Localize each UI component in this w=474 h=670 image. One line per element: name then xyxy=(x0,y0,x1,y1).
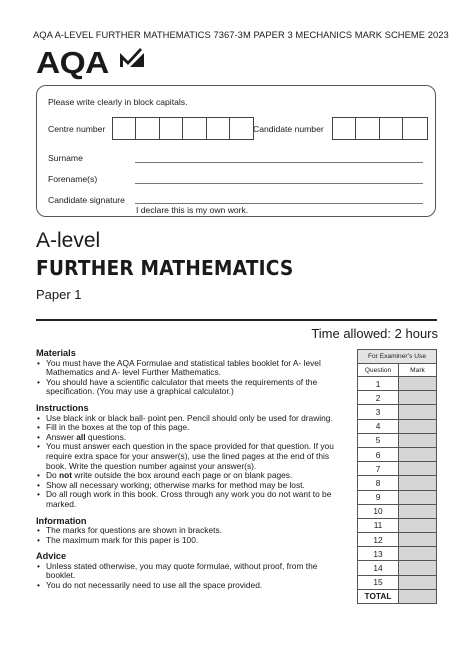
item-text: Answer xyxy=(46,431,77,442)
mark-cell[interactable] xyxy=(399,433,437,447)
table-row xyxy=(358,575,437,589)
information-list xyxy=(36,526,342,545)
advice-heading: Advice xyxy=(36,551,67,562)
subject-title: FURTHER MATHEMATICS xyxy=(36,256,294,280)
table-row xyxy=(358,547,437,561)
question-number-cell: 6 xyxy=(358,447,399,461)
mark-cell[interactable] xyxy=(399,575,437,589)
centre-number-label: Centre number xyxy=(48,124,106,134)
table-row xyxy=(358,476,437,490)
item-text: Do xyxy=(46,470,60,481)
table-row xyxy=(358,377,437,391)
list-item: • The marks for questions are shown in brackets. xyxy=(36,526,342,536)
mark-cell[interactable] xyxy=(399,447,437,461)
candidate-signature-label: Candidate signature xyxy=(48,195,125,205)
total-label: TOTAL xyxy=(358,589,399,603)
list-item: • Do all rough work in this book. Cross through any work you do not want to be marked. xyxy=(36,490,342,509)
emphasis-text: not xyxy=(59,470,73,481)
question-number-cell: 1 xyxy=(358,377,399,391)
item-text: questions. xyxy=(85,431,127,442)
candidate-digit-box[interactable] xyxy=(403,118,426,139)
centre-number-boxes[interactable] xyxy=(112,117,254,140)
mark-cell[interactable] xyxy=(399,377,437,391)
mark-cell[interactable] xyxy=(399,547,437,561)
table-row xyxy=(358,419,437,433)
centre-digit-box[interactable] xyxy=(136,118,159,139)
table-row xyxy=(358,391,437,405)
instructions-panel xyxy=(36,349,342,591)
table-row xyxy=(358,561,437,575)
examiners-table-body xyxy=(358,377,437,604)
materials-heading: Materials xyxy=(36,348,76,358)
item-text: write outside the box around each page or on blank pages. xyxy=(72,470,293,481)
candidate-number-boxes[interactable] xyxy=(332,117,428,140)
advice-list xyxy=(36,562,342,591)
candidate-digit-box[interactable] xyxy=(380,118,403,139)
mark-cell[interactable] xyxy=(399,504,437,518)
information-heading: Information xyxy=(36,515,87,526)
question-column-header: Question xyxy=(358,364,399,377)
level-title: A-level xyxy=(36,229,101,252)
forenames-label: Forename(s) xyxy=(48,174,98,184)
question-number-cell: 8 xyxy=(358,476,399,490)
time-allowed: Time allowed: 2 hours xyxy=(311,326,438,341)
title-divider xyxy=(36,319,437,321)
mark-cell[interactable] xyxy=(399,419,437,433)
candidate-details-box xyxy=(36,85,436,217)
centre-digit-box[interactable] xyxy=(160,118,183,139)
total-row xyxy=(358,589,437,603)
block-capitals-prompt: Please write clearly in block capitals. xyxy=(48,97,188,107)
question-number-cell: 5 xyxy=(358,433,399,447)
materials-list xyxy=(36,359,342,397)
table-row xyxy=(358,533,437,547)
question-number-cell: 15 xyxy=(358,575,399,589)
total-mark-cell[interactable] xyxy=(399,589,437,603)
signature-field[interactable] xyxy=(135,203,423,204)
question-number-cell: 10 xyxy=(358,504,399,518)
centre-digit-box[interactable] xyxy=(207,118,230,139)
mark-cell[interactable] xyxy=(399,518,437,532)
examiners-use-title: For Examiner’s Use xyxy=(358,350,437,364)
centre-digit-box[interactable] xyxy=(230,118,253,139)
table-row xyxy=(358,490,437,504)
table-row xyxy=(358,447,437,461)
question-number-cell: 13 xyxy=(358,547,399,561)
candidate-digit-box[interactable] xyxy=(333,118,356,139)
surname-field[interactable] xyxy=(135,162,423,163)
question-number-cell: 12 xyxy=(358,533,399,547)
examiners-use-table xyxy=(357,349,437,604)
question-number-cell: 2 xyxy=(358,391,399,405)
aqa-logo-mark-icon xyxy=(118,47,146,69)
mark-cell[interactable] xyxy=(399,490,437,504)
question-number-cell: 9 xyxy=(358,490,399,504)
document-header: AQA A-LEVEL FURTHER MATHEMATICS 7367-3M PAPER 3 MECHANICS MARK SCHEME 2023 xyxy=(33,29,449,40)
aqa-logo xyxy=(36,46,146,84)
table-row xyxy=(358,433,437,447)
candidate-digit-box[interactable] xyxy=(356,118,379,139)
list-item: • You must have the AQA Formulae and statistical tables booklet for A- level Mathematics and A- level Further Mathematics. xyxy=(36,359,342,378)
instructions-heading: Instructions xyxy=(36,402,89,413)
mark-column-header: Mark xyxy=(399,364,437,377)
question-number-cell: 14 xyxy=(358,561,399,575)
question-number-cell: 3 xyxy=(358,405,399,419)
declaration-text: I declare this is my own work. xyxy=(136,205,249,215)
instructions-list xyxy=(36,414,342,510)
list-item: • The maximum mark for this paper is 100. xyxy=(36,536,342,546)
mark-cell[interactable] xyxy=(399,533,437,547)
aqa-logo-text: AQA xyxy=(36,45,109,80)
centre-digit-box[interactable] xyxy=(113,118,136,139)
paper-title: Paper 1 xyxy=(36,287,82,302)
list-item: • Fill in the boxes at the top of this page. xyxy=(36,423,342,433)
list-item: • You must answer each question in the space provided for that question. If you require extra space for your answer(s), use the lined pages at the end of this book. Write the question number against your answer(s). xyxy=(36,442,342,471)
mark-cell[interactable] xyxy=(399,391,437,405)
list-item: • Show all necessary working; otherwise marks for method may be lost. xyxy=(36,481,342,491)
mark-cell[interactable] xyxy=(399,561,437,575)
mark-cell[interactable] xyxy=(399,462,437,476)
emphasis-text: all xyxy=(76,431,86,442)
table-row xyxy=(358,504,437,518)
table-row xyxy=(358,518,437,532)
mark-cell[interactable] xyxy=(399,476,437,490)
centre-digit-box[interactable] xyxy=(183,118,206,139)
question-number-cell: 11 xyxy=(358,518,399,532)
list-item: • You should have a scientific calculator that meets the requirements of the specification. (You may use a graphical calculator.) xyxy=(36,378,342,397)
mark-cell[interactable] xyxy=(399,405,437,419)
surname-label: Surname xyxy=(48,153,83,163)
table-row xyxy=(358,462,437,476)
question-number-cell: 7 xyxy=(358,462,399,476)
list-item: • Unless stated otherwise, you may quote formulae, without proof, from the booklet. xyxy=(36,562,342,581)
list-item: • Use black ink or black ball- point pen. Pencil should only be used for drawing. xyxy=(36,414,342,424)
forenames-field[interactable] xyxy=(135,183,423,184)
question-number-cell: 4 xyxy=(358,419,399,433)
table-row xyxy=(358,405,437,419)
list-item: • You do not necessarily need to use all the space provided. xyxy=(36,581,342,591)
candidate-number-label: Candidate number xyxy=(253,124,324,134)
